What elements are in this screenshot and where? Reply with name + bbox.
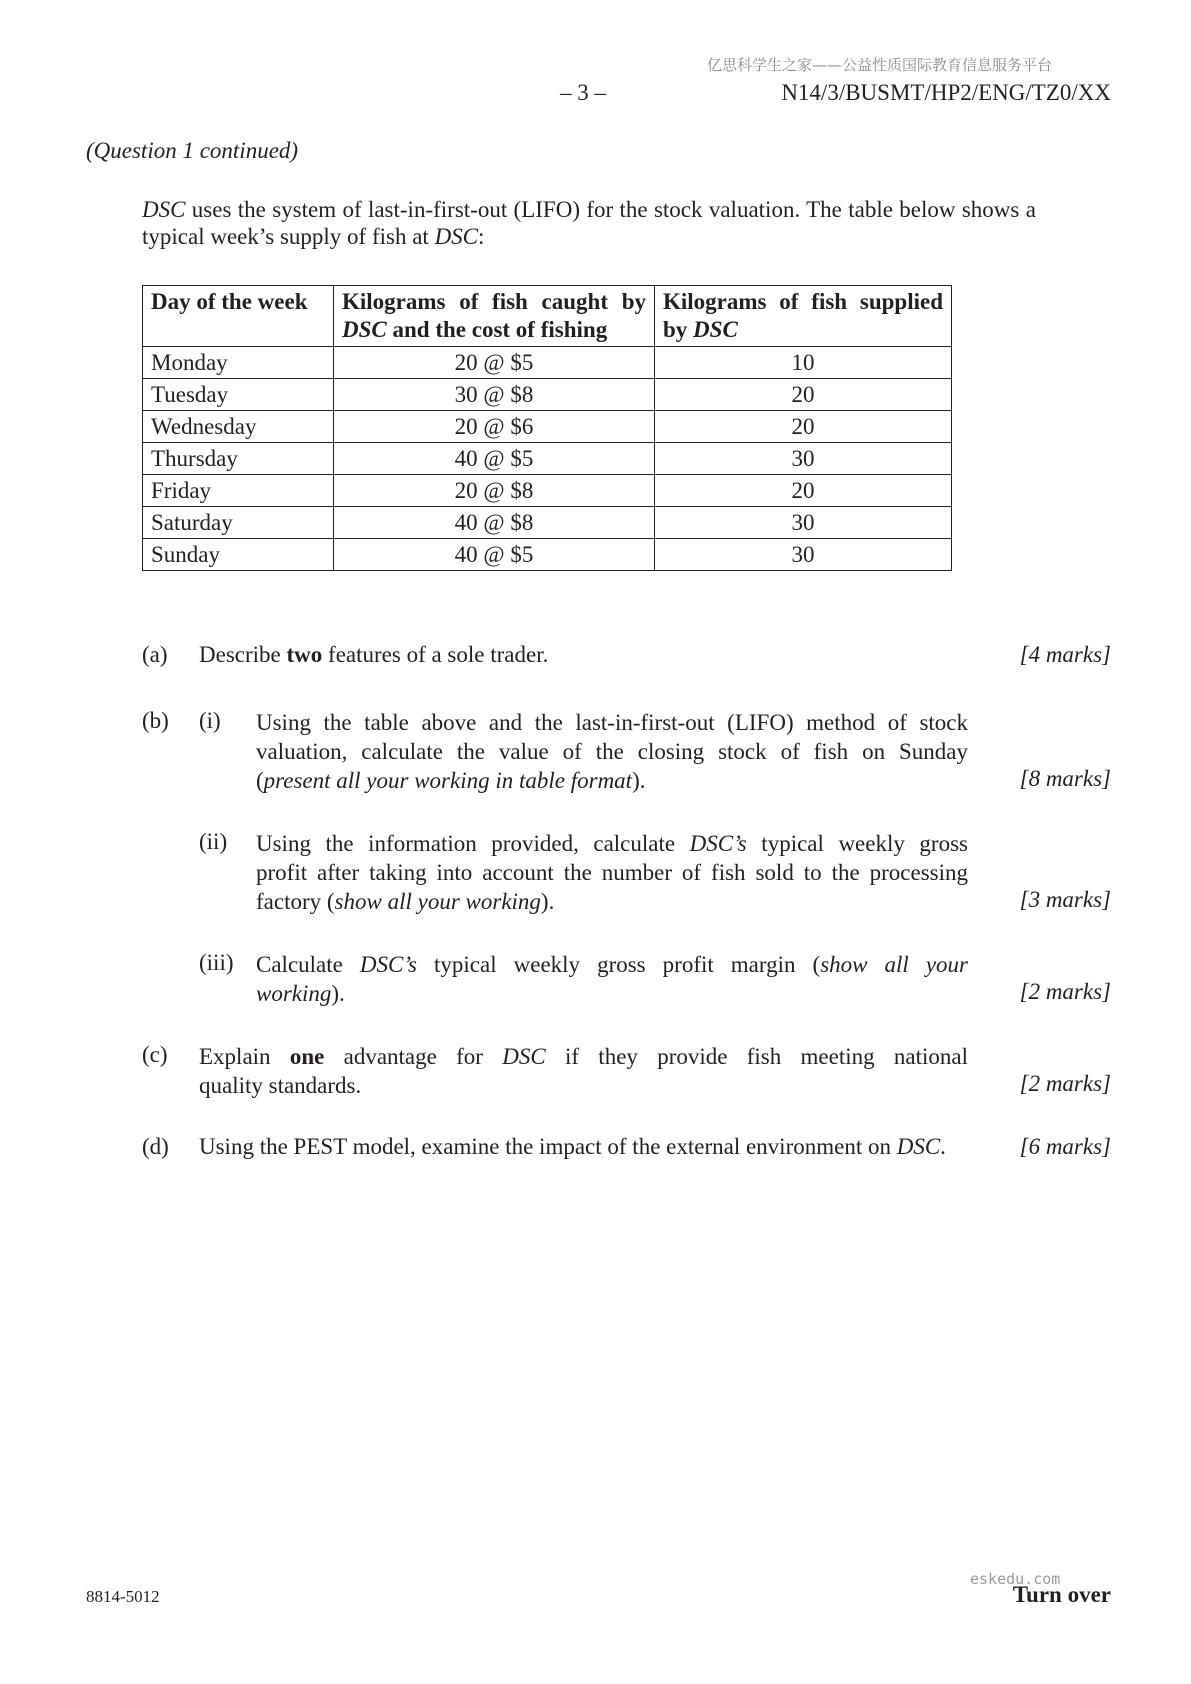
question-bii-marks: [3 marks] [1019, 887, 1111, 912]
fish-supply-table [142, 285, 952, 571]
question-biii-text-2: typical weekly gross profit margin ( [416, 952, 821, 977]
question-a-marks: [4 marks] [1019, 642, 1111, 667]
table-row [143, 379, 952, 411]
question-bii-dsc: DSC’s [689, 831, 747, 856]
question-bii-text-4: ). [540, 889, 555, 914]
question-bi-label: (i) [199, 708, 221, 733]
question-a-text-3: features of a sole trader. [322, 642, 549, 667]
question-bii-line-3 [256, 887, 968, 916]
question-c-text-2: advantage for [324, 1044, 503, 1069]
question-bi-italic: present all your working in table format [263, 768, 633, 793]
cell-supplied: 30 [655, 539, 952, 571]
table-header-row [143, 286, 952, 347]
intro-dsc: DSC [142, 197, 186, 222]
intro-text-1: uses the system of last-in-first-out (LIFO) for the stock valuation. The table below shows a [185, 197, 1036, 222]
table-row [143, 411, 952, 443]
header-day [143, 286, 334, 347]
question-bi-line-2: valuation, calculate the value of the closing stock of fish on Sunday [256, 739, 968, 764]
question-bi-text [256, 708, 968, 795]
table-row [143, 347, 952, 379]
intro-dsc-2: DSC [434, 224, 479, 249]
footer-site-watermark: eskedu.com [970, 1570, 1061, 1588]
question-continued: (Question 1 continued) [86, 138, 299, 163]
cell-day: Wednesday [143, 411, 334, 443]
question-c-text-1: Explain [199, 1044, 290, 1069]
question-biii-italic-1: show all your [820, 952, 968, 977]
question-a-bold: two [286, 642, 323, 667]
question-c-line-1 [199, 1042, 968, 1071]
question-d-text [199, 1134, 968, 1160]
paper-code: N14/3/BUSMT/HP2/ENG/TZ0/XX [781, 80, 1111, 105]
cell-supplied: 30 [655, 507, 952, 539]
question-bi-line-1: Using the table above and the last-in-first-out (LIFO) method of stock [256, 710, 968, 735]
question-c-label: (c) [142, 1042, 168, 1067]
cell-caught: 40 @ $5 [334, 443, 655, 475]
question-bii-line-2: profit after taking into account the number of fish sold to the processing [256, 860, 968, 885]
question-biii-italic-2: working [256, 981, 332, 1006]
cell-day: Sunday [143, 539, 334, 571]
question-c-marks: [2 marks] [1019, 1071, 1111, 1096]
cell-supplied: 20 [655, 475, 952, 507]
question-biii-line-2 [256, 979, 968, 1008]
question-bii-text-1: Using the information provided, calculate [256, 831, 690, 856]
question-bii-text [256, 829, 968, 916]
question-bii-text-2: typical weekly gross [746, 831, 968, 856]
header-supplied-by: by [663, 317, 694, 342]
cell-caught: 20 @ $8 [334, 475, 655, 507]
table-row [143, 475, 952, 507]
question-c-line-2: quality standards. [199, 1073, 362, 1098]
cell-day: Saturday [143, 507, 334, 539]
question-biii-label: (iii) [199, 950, 234, 975]
header-watermark: 亿思科学生之家——公益性质国际教育信息服务平台 [706, 56, 1052, 74]
cell-day: Friday [143, 475, 334, 507]
header-caught-line1: Kilograms of fish caught by [342, 289, 646, 314]
question-a-label: (a) [142, 642, 168, 667]
question-biii-marks: [2 marks] [1019, 979, 1111, 1004]
footer-code: 8814-5012 [86, 1587, 160, 1606]
cell-day: Thursday [143, 443, 334, 475]
question-d-marks: [6 marks] [1019, 1134, 1111, 1159]
question-bi-paren-open: ( [256, 768, 264, 793]
cell-caught: 40 @ $8 [334, 507, 655, 539]
turn-over-label: Turn over [1012, 1582, 1111, 1607]
question-biii-text-3: ). [331, 981, 345, 1006]
question-bi-marks: [8 marks] [1019, 766, 1111, 791]
question-a-text [199, 642, 548, 668]
cell-caught: 20 @ $6 [334, 411, 655, 443]
question-bii-line-1 [256, 829, 968, 858]
question-b-label: (b) [142, 708, 169, 733]
cell-day: Monday [143, 347, 334, 379]
cell-supplied: 30 [655, 443, 952, 475]
question-biii-dsc: DSC’s [359, 952, 417, 977]
intro-line-1 [142, 195, 1110, 224]
header-supplied [655, 286, 952, 347]
question-d-label: (d) [142, 1134, 169, 1159]
question-d-period: . [940, 1134, 946, 1159]
header-supplied-dsc: DSC [693, 317, 738, 342]
cell-supplied: 20 [655, 411, 952, 443]
question-biii-line-1 [256, 950, 968, 979]
question-c-bold: one [289, 1044, 325, 1069]
header-caught-line2 [342, 316, 646, 344]
question-bii-label: (ii) [199, 829, 228, 854]
cell-supplied: 10 [655, 347, 952, 379]
question-bi-line-3 [256, 766, 968, 795]
header-caught [334, 286, 655, 347]
question-bii-italic: show all your working [334, 889, 541, 914]
question-d-dsc: DSC [896, 1134, 941, 1159]
question-c-text-3: if they provide fish meeting national [545, 1044, 968, 1069]
question-biii-text-1: Calculate [256, 952, 360, 977]
question-c-text [199, 1042, 968, 1100]
header-supplied-line1: Kilograms of fish supplied [663, 289, 943, 314]
intro-line-2 [142, 224, 484, 250]
cell-day: Tuesday [143, 379, 334, 411]
question-c-dsc: DSC [502, 1044, 546, 1069]
intro-text-2: typical week’s supply of fish at [142, 224, 435, 249]
cell-caught: 20 @ $5 [334, 347, 655, 379]
table-row [143, 539, 952, 571]
question-bii-text-3: factory ( [256, 889, 335, 914]
page-number: – 3 – [560, 80, 606, 105]
cell-supplied: 20 [655, 379, 952, 411]
intro-colon: : [478, 224, 485, 249]
question-a-text-1: Describe [199, 642, 287, 667]
header-caught-dsc: DSC [342, 317, 387, 342]
question-bi-paren-close: ). [632, 768, 646, 793]
header-caught-rest: and the cost of fishing [386, 317, 608, 342]
header-day-text: Day of the week [151, 289, 308, 314]
header-supplied-line2 [663, 316, 943, 344]
question-d-text-1: Using the PEST model, examine the impact of the external environment on [199, 1134, 897, 1159]
cell-caught: 30 @ $8 [334, 379, 655, 411]
table-row [143, 443, 952, 475]
table-row [143, 507, 952, 539]
cell-caught: 40 @ $5 [334, 539, 655, 571]
question-biii-text [256, 950, 968, 1008]
